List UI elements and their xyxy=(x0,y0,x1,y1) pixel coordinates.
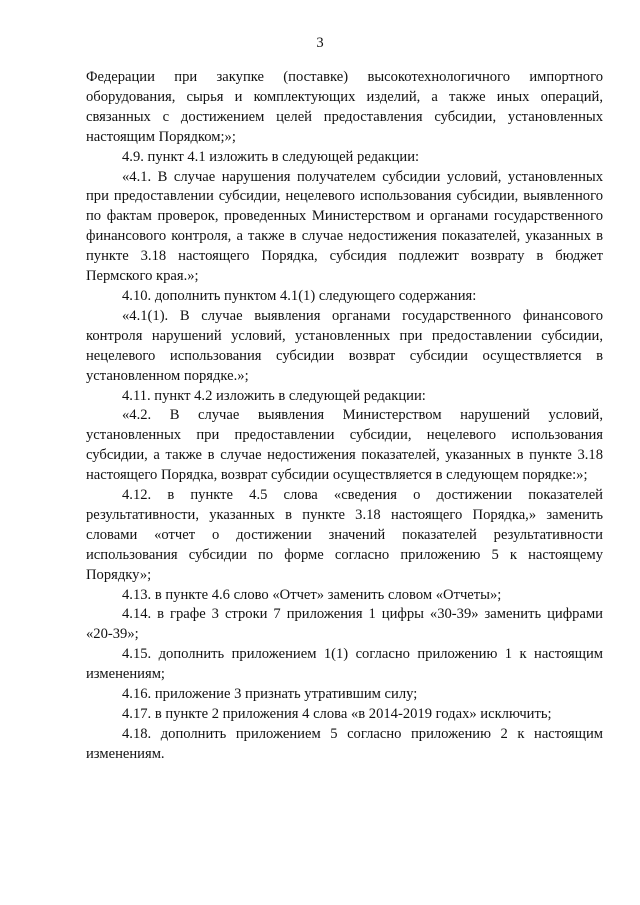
paragraph: 4.14. в графе 3 строки 7 приложения 1 цифры «30-39» заменить цифрами «20-39»; xyxy=(86,606,603,643)
paragraph: 4.12. в пункте 4.5 слова «сведения о достижении показателей результативности, указанных в пункте 3.18 настоящего Порядка,» заменить словами «отчет о достижении значений показателей результативности использования субсидии по форме согласно приложению 5 к настоящему Порядку»; xyxy=(86,487,603,583)
paragraph: 4.16. приложение 3 признать утратившим силу; xyxy=(122,686,418,703)
document-body xyxy=(86,68,603,765)
paragraph: «4.1. В случае нарушения получателем субсидии условий, установленных при предоставлении субсидии, нецелевого использования субсидии, выявленного по фактам проверок, проведенных Министерством и органами государственного финансового контроля, а также в случае недостижения показателей, указанных в пункте 3.18 настоящего Порядка, субсидия подлежит возврату в бюджет Пермского края.»; xyxy=(86,168,603,285)
paragraph: Федерации при закупке (поставке) высокотехнологичного импортного оборудования, сырья и комплектующих изделий, а также иных операций, связанных с достижением целей предоставления субсидии, установленных настоящим Порядком;»; xyxy=(86,69,603,145)
paragraph: 4.17. в пункте 2 приложения 4 слова «в 2014-2019 годах» исключить; xyxy=(122,706,552,722)
page-number: 3 xyxy=(316,35,324,51)
paragraph: «4.1(1). В случае выявления органами государственного финансового контроля нарушений условий, установленных при предоставлении субсидии, нецелевого использования субсидии возврат субсидии осуществляется в установленном порядке.»; xyxy=(86,307,603,384)
paragraph: 4.18. дополнить приложением 5 согласно приложению 2 к настоящим изменениям. xyxy=(86,725,603,762)
paragraph: 4.11. пункт 4.2 изложить в следующей редакции: xyxy=(122,387,426,404)
paragraph: 4.9. пункт 4.1 изложить в следующей редакции: xyxy=(122,148,420,165)
paragraph: 4.13. в пункте 4.6 слово «Отчет» заменить словом «Отчеты»; xyxy=(122,586,502,603)
paragraph: 4.15. дополнить приложением 1(1) согласно приложению 1 к настоящим изменениям; xyxy=(86,646,603,683)
paragraph: 4.10. дополнить пунктом 4.1(1) следующего содержания: xyxy=(122,287,477,304)
paragraph: «4.2. В случае выявления Министерством нарушений условий, установленных при предоставлении субсидии, нецелевого использования субсидии, а также в случае недостижения показателей, указанных в пункте 3.18 настоящего Порядка, возврат субсидии осуществляется в следующем порядке:»; xyxy=(86,407,603,484)
